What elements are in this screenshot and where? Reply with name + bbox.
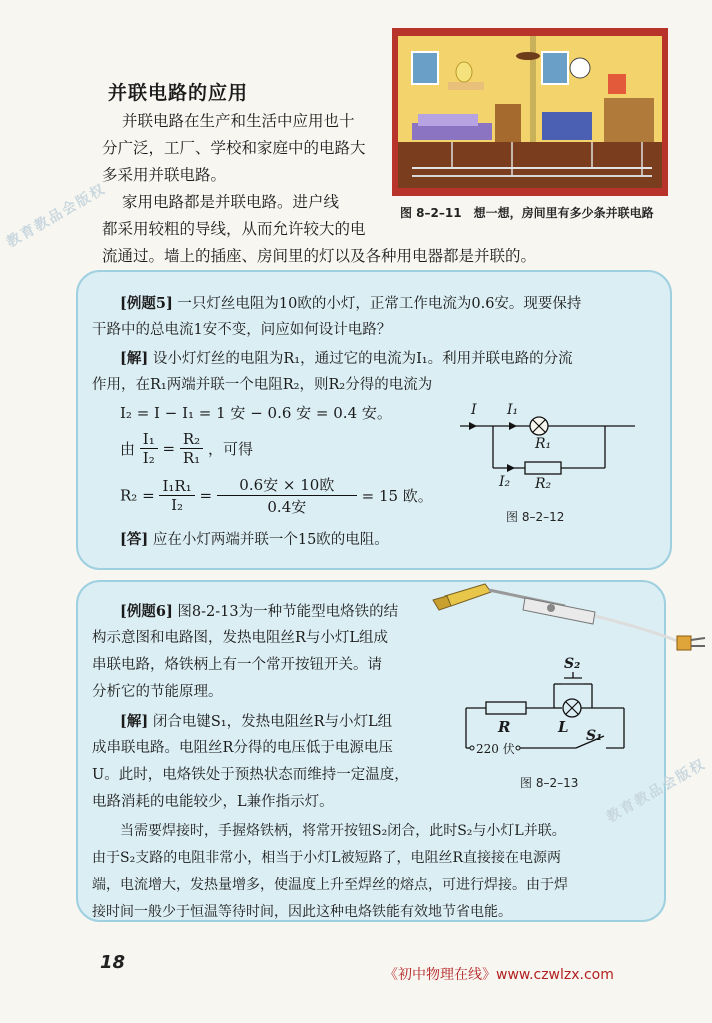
fraction-values-den: 0.4安	[267, 498, 307, 516]
figure-8-2-13-caption: 图 8–2–13	[520, 776, 579, 790]
watermark-left: 教育教品会版权	[4, 180, 109, 251]
section-title: 并联电路的应用	[108, 82, 249, 104]
equation-ratio	[120, 430, 253, 467]
circuit-diagram-8-2-13	[458, 656, 638, 764]
soldering-iron-illustration	[425, 576, 712, 666]
fraction-i1r1-i2	[159, 477, 194, 514]
equation-ratio-suffix: ，可得	[207, 440, 253, 458]
example-6-question-text-1: 图8-2-13为一种节能型电烙铁的结	[177, 604, 399, 620]
label-voltage: 220 伏	[476, 742, 515, 756]
label-r: R	[498, 718, 511, 736]
fraction-values	[217, 474, 357, 517]
fraction-i1r1: I₁R₁	[159, 477, 194, 496]
example-6-label: [例题6]	[120, 603, 173, 620]
intro-line-2: 分广泛，工厂、学校和家庭中的电路大	[102, 139, 366, 157]
watermark-right: 教育教品会版权	[604, 755, 709, 826]
circuit-diagram-8-2-12	[455, 398, 645, 498]
fraction-r2-r1	[180, 430, 203, 467]
example-5-solution-text-1: 设小灯灯丝的电阻为R₁，通过它的电流为I₁。利用并联电路的分流	[152, 351, 573, 367]
equation-resistance-lhs: R₂ =	[120, 486, 155, 505]
equation-ratio-equals: =	[162, 439, 176, 458]
label-r2: R₂	[535, 476, 552, 492]
intro-line-6: 流通过。墙上的插座、房间里的灯以及各种用电器都是并联的。	[102, 247, 537, 265]
example-5-answer-label: [答]	[120, 531, 149, 548]
example-5-question-line-1	[120, 290, 581, 319]
example-6-question-line-2: 构示意图和电路图，发热电阻丝R与小灯L组成	[92, 630, 389, 646]
example-6-para-2-line-3: 端，电流增大，发热量增多，使温度上升至焊丝的熔点，可进行焊接。由于焊	[92, 877, 568, 893]
intro-line-5: 都采用较粗的导线，从而允许较大的电	[102, 220, 366, 238]
example-5-question-text-1: 一只灯丝电阻为10欧的小灯，正常工作电流为0.6安。现要保持	[177, 296, 582, 312]
example-6-para-2-line-4: 接时间一般少于恒温等待时间，因此这种电烙铁能有效地节省电能。	[92, 904, 512, 920]
fraction-r2: R₂	[180, 430, 203, 449]
example-6-solution-line-4: 电路消耗的电能较少，L兼作指示灯。	[92, 794, 334, 810]
label-i1: I₁	[507, 402, 519, 418]
example-6-para-2-line-2: 由于S₂支路的电阻非常小，相当于小灯L被短路了，电阻丝R直接接在电源两	[92, 850, 562, 866]
example-6-para-2-line-1: 当需要焊接时，手握烙铁柄，将常开按钮S₂闭合，此时S₂与小灯L并联。	[120, 823, 566, 839]
example-5-answer-text: 应在小灯两端并联一个15欧的电阻。	[152, 532, 389, 548]
fraction-i2-den: I₂	[171, 496, 184, 514]
figure-8-2-11-caption: 图 8–2–11 想一想，房间里有多少条并联电路	[400, 206, 654, 220]
example-5-solution-label: [解]	[120, 350, 149, 367]
label-i: I	[471, 402, 477, 418]
example-6-solution-line-3: U。此时，电烙铁处于预热状态而维持一定温度，	[92, 767, 409, 783]
fraction-values-num: 0.6安 × 10欧	[217, 474, 357, 496]
example-5-answer	[120, 526, 389, 555]
equation-resistance-result: = 15 欧。	[361, 487, 433, 505]
example-5-question-line-2: 干路中的总电流1安不变，问应如何设计电路？	[92, 322, 392, 338]
example-6-solution-text-1: 闭合电键S₁，发热电阻丝R与小灯L组	[152, 714, 393, 730]
fraction-i1-i2	[140, 430, 158, 467]
example-6-question-line-4: 分析它的节能原理。	[92, 684, 223, 700]
page-number: 18	[100, 952, 126, 973]
example-6-solution-label: [解]	[120, 713, 149, 730]
equation-resistance-equals: =	[199, 486, 213, 505]
equation-current: I₂ = I − I₁ = 1 安 − 0.6 安 = 0.4 安。	[120, 404, 392, 422]
example-6-question-line-3: 串联电路，烙铁柄上有一个常开按钮开关。请	[92, 657, 382, 673]
fraction-r1: R₁	[182, 449, 201, 467]
example-5-solution-line-1	[120, 345, 573, 374]
fraction-i1: I₁	[140, 430, 158, 449]
label-l: L	[558, 718, 569, 736]
example-6-solution-line-1	[120, 708, 392, 737]
intro-line-1: 并联电路在生产和生活中应用也十	[122, 112, 355, 130]
equation-ratio-prefix: 由	[120, 440, 136, 458]
label-s1: S₁	[586, 728, 603, 744]
label-r1: R₁	[535, 436, 552, 452]
figure-8-2-12-caption: 图 8–2–12	[506, 510, 565, 524]
label-i2: I₂	[499, 474, 511, 490]
fraction-i2: I₂	[142, 449, 155, 467]
example-5-solution-line-2: 作用，在R₁两端并联一个电阻R₂，则R₂分得的电流为	[92, 377, 433, 393]
intro-line-3: 多采用并联电路。	[102, 166, 227, 184]
equation-resistance	[120, 474, 433, 517]
example-6-solution-line-2: 成串联电路。电阻丝R分得的电压低于电源电压	[92, 740, 393, 756]
footer-site: 《初中物理在线》www.czwlzx.com	[384, 967, 614, 983]
example-5-label: [例题5]	[120, 295, 173, 312]
label-s2: S₂	[564, 656, 581, 672]
house-illustration	[392, 28, 668, 196]
intro-line-4: 家用电路都是并联电路。进户线	[122, 193, 340, 211]
example-6-question-line-1	[120, 598, 398, 627]
